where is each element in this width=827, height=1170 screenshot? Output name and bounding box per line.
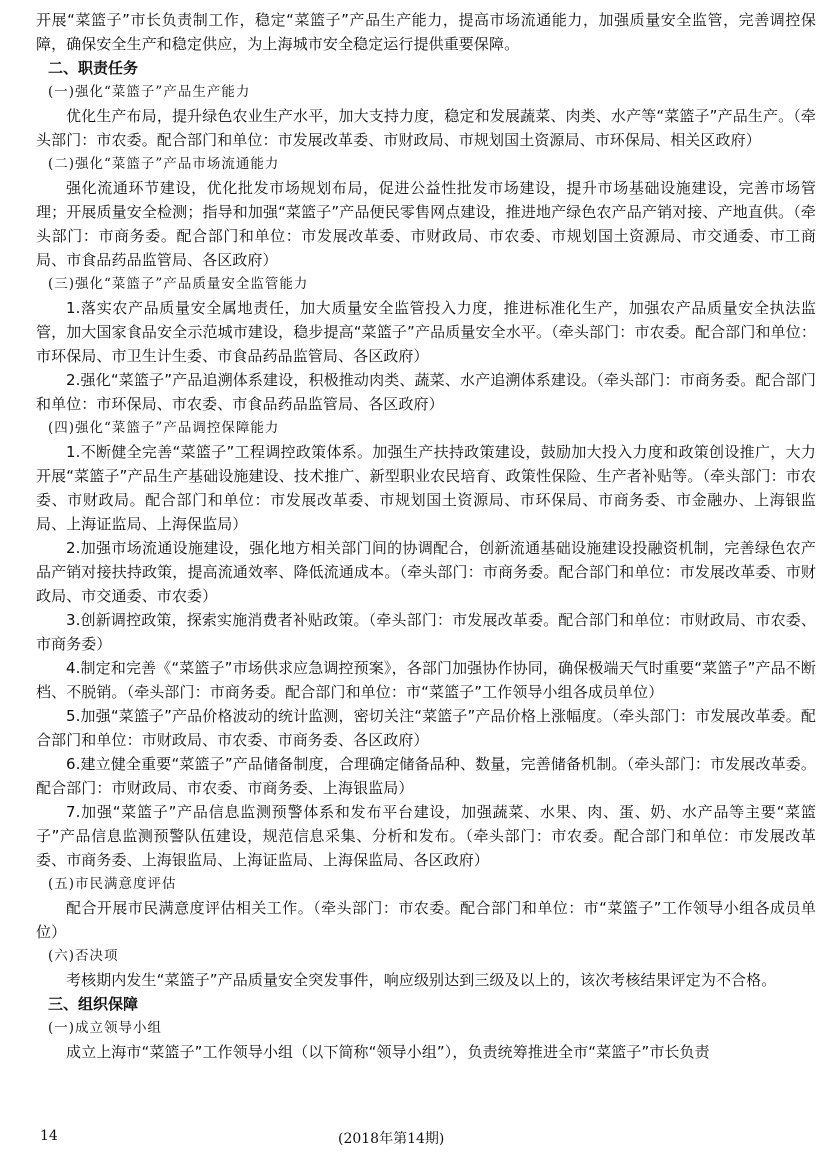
issue-label: (2018年第14期)	[338, 1131, 445, 1147]
paragraph-veto: 考核期内发生“菜篮子”产品质量安全突发事件，响应级别达到三级及以上的，该次考核结果评定为不合格。	[66, 971, 777, 989]
paragraph-satisfaction: 配合开展市民满意度评估相关工作。（牵头部门：市农委。配合部门和单位：市“菜篮子”工作领导小组各成员单位）	[36, 899, 816, 941]
paragraph-regulation-4: 4.制定和完善《“菜篮子”市场供求应急调控预案》，各部门加强协作协同，确保极端天气时重要“菜篮子”产品不断档、不脱销。（牵头部门：市商务委。配合部门和单位：市“菜篮子”工作领导小组各成员单位）	[36, 659, 816, 701]
subheading-regulation-guarantee: (四)强化“菜篮子”产品调控保障能力	[48, 420, 280, 436]
page-number: 14	[40, 1128, 58, 1144]
paragraph-regulation-6: 6.建立健全重要“菜篮子”产品储备制度，合理确定储备品种、数量，完善储备机制。（牵头部门：市发展改革委。配合部门：市财政局、市农委、市商务委、上海银监局）	[36, 755, 816, 797]
subheading-veto: (六)否决项	[48, 948, 119, 964]
paragraph-regulation-2: 2.加强市场流通设施建设，强化地方相关部门间的协调配合，创新流通基础设施建设投融资机制，完善绿色农产品产销对接扶持政策，提高流通效率、降低流通成本。（牵头部门：市商务委。配合部门和单位：市发展改革委、市财政局、市交通委、市农委）	[36, 539, 816, 605]
subheading-satisfaction: (五)市民满意度评估	[48, 876, 177, 892]
paragraph-quality-2: 2.强化“菜篮子”产品追溯体系建设，积极推动肉类、蔬菜、水产追溯体系建设。（牵头部门：市商务委。配合部门和单位：市环保局、市农委、市食品药品监管局、各区政府）	[36, 371, 816, 413]
subheading-quality-safety: (三)强化“菜篮子”产品质量安全监管能力	[48, 276, 309, 292]
subheading-market-circulation: (二)强化“菜篮子”产品市场流通能力	[48, 156, 280, 172]
paragraph-regulation-3: 3.创新调控政策，探索实施消费者补贴政策。（牵头部门：市发展改革委。配合部门和单位：市财政局、市农委、市商务委）	[36, 611, 816, 653]
paragraph-regulation-7: 7.加强“菜篮子”产品信息监测预警体系和发布平台建设，加强蔬菜、水果、肉、蛋、奶、水产品等主要“菜篮子”产品信息监测预警队伍建设，规范信息采集、分析和发布。（牵头部门：市农委。配合部门和单位：市发展改革委、市商务委、上海银监局、上海证监局、上海保监局、各区政府）	[36, 803, 816, 869]
section-heading-organization: 三、组织保障	[48, 995, 139, 1013]
page-footer	[0, 1128, 827, 1150]
paragraph-intro-continued: 开展“菜篮子”市长负责制工作，稳定“菜篮子”产品生产能力，提高市场流通能力，加强质量安全监管，完善调控保障，确保安全生产和稳定供应，为上海城市安全稳定运行提供重要保障。	[36, 11, 816, 53]
paragraph-leading-group: 成立上海市“菜篮子”工作领导小组（以下简称“领导小组”），负责统筹推进全市“菜篮子”市长负责	[66, 1043, 710, 1061]
paragraph-quality-1: 1.落实农产品质量安全属地责任，加大质量安全监管投入力度，推进标准化生产，加强农产品质量安全执法监管，加大国家食品安全示范城市建设，稳步提高“菜篮子”产品质量安全水平。（牵头部门：市农委。配合部门和单位：市环保局、市卫生计生委、市食品药品监管局、各区政府）	[36, 299, 816, 365]
subheading-production-capacity: (一)强化“菜篮子”产品生产能力	[48, 84, 251, 100]
paragraph-regulation-1: 1.不断健全完善“菜篮子”工程调控政策体系。加强生产扶持政策建设，鼓励加大投入力度和政策创设推广，大力开展“菜篮子”产品生产基础设施建设、技术推广、新型职业农民培育、政策性保险、生产者补贴等。（牵头部门：市农委、市财政局。配合部门和单位：市发展改革委、市规划国土资源局、市环保局、市商务委、市金融办、上海银监局、上海证监局、上海保监局）	[36, 443, 816, 533]
paragraph-regulation-5: 5.加强“菜篮子”产品价格波动的统计监测，密切关注“菜篮子”产品价格上涨幅度。（牵头部门：市发展改革委。配合部门和单位：市财政局、市农委、市商务委、各区政府）	[36, 707, 816, 749]
subheading-leading-group: (一)成立领导小组	[48, 1020, 163, 1036]
paragraph-production: 优化生产布局，提升绿色农业生产水平，加大支持力度，稳定和发展蔬菜、肉类、水产等“菜篮子”产品生产。（牵头部门：市农委。配合部门和单位：市发展改革委、市财政局、市规划国土资源局、市环保局、相关区政府）	[36, 107, 816, 149]
document-body	[36, 8, 816, 1064]
paragraph-circulation: 强化流通环节建设，优化批发市场规划布局，促进公益性批发市场建设，提升市场基础设施建设，完善市场管理；开展质量安全检测；指导和加强“菜篮子”产品便民零售网点建设，推进地产绿色农产品产销对接、产地直供。（牵头部门：市商务委。配合部门和单位：市发展改革委、市财政局、市农委、市规划国土资源局、市交通委、市工商局、市食品药品监管局、各区政府）	[36, 179, 816, 269]
section-heading-duties: 二、职责任务	[48, 59, 139, 77]
